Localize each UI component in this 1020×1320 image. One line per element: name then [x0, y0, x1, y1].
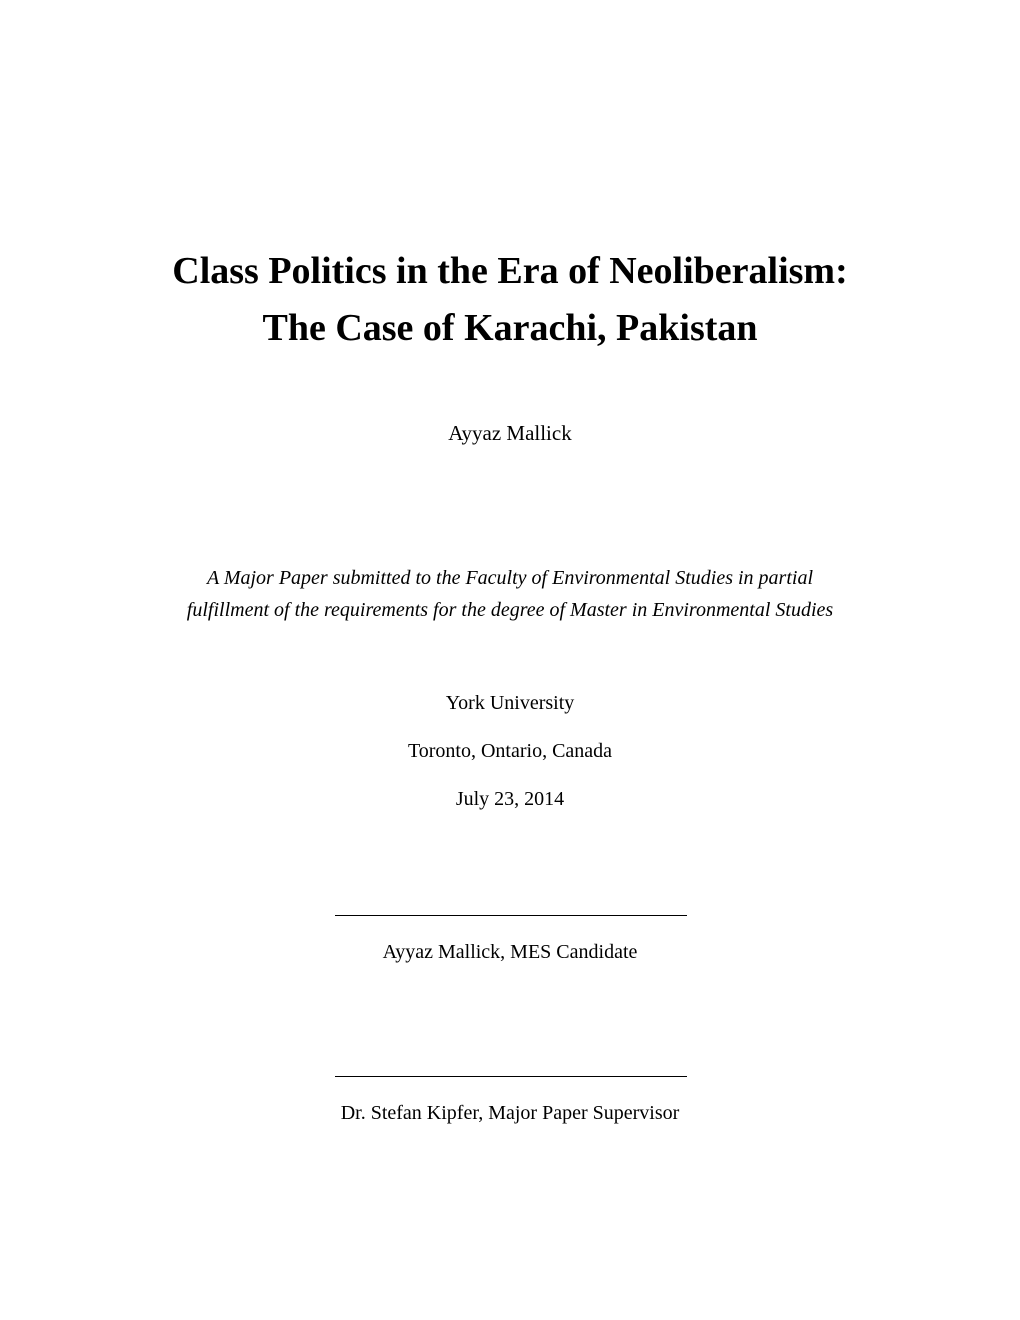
university-name: York University [445, 692, 575, 714]
author-name: Ayyaz Mallick [448, 421, 572, 445]
supervisor-signature-line [335, 1076, 687, 1077]
university-location: Toronto, Ontario, Canada [407, 740, 613, 762]
title-line-2: The Case of Karachi, Pakistan [262, 307, 758, 349]
submission-date: July 23, 2014 [455, 788, 565, 810]
title-line-1: Class Politics in the Era of Neoliberalism: [172, 250, 848, 292]
supervisor-signature-label: Dr. Stefan Kipfer, Major Paper Supervisor [340, 1102, 680, 1124]
submission-statement-line-2: fulfillment of the requirements for the degree of Master in Environmental Studies [186, 599, 834, 621]
submission-statement-line-1: A Major Paper submitted to the Faculty of Environmental Studies in partial [206, 567, 814, 589]
candidate-signature-label: Ayyaz Mallick, MES Candidate [382, 941, 638, 963]
candidate-signature-line [335, 915, 687, 916]
